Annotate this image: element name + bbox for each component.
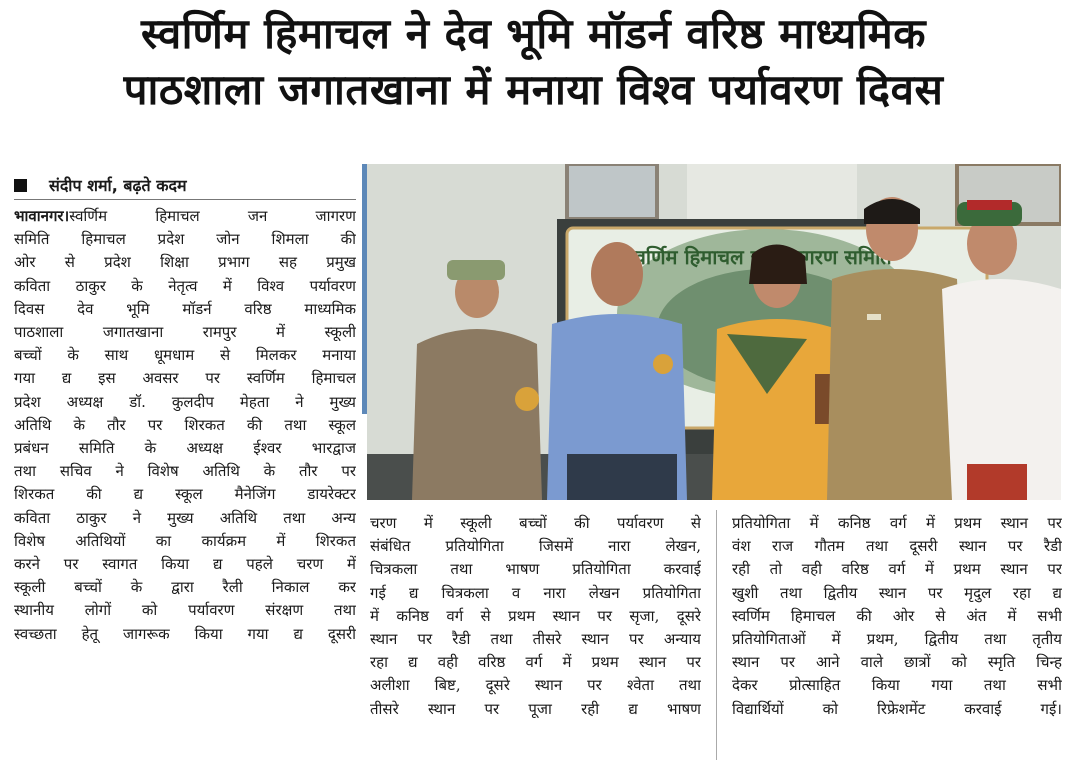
text-line: वंश राज गौतम तथा दूसरी स्थान पर रैडी [732,537,1062,556]
text-line: कविता ठाकुर के नेतृत्व में विश्व पर्यावरण [14,276,356,295]
text-line [14,205,356,228]
headline [0,6,1067,118]
text-line: बच्चों के साथ धूमधाम से मिलकर मनाया [14,346,356,365]
text-line: रही तो वही वरिष्ठ वर्ग में प्रथम स्थान पर [732,560,1062,579]
text-line: तीसरे स्थान पर पूजा रही द्य भाषण [370,699,701,718]
text-line: प्रबंधन समिति के अध्यक्ष ईश्वर भारद्वाज [14,439,356,458]
text-line: ओर से प्रदेश शिक्षा प्रभाग सह प्रमुख [14,253,356,272]
text-line: स्वर्णिम हिमाचल की ओर से अंत में सभी [732,606,1062,625]
text-line: अलीशा बिष्ट, दूसरे स्थान पर श्वेता तथा [370,676,701,695]
text-line: गया द्य इस अवसर पर स्वर्णिम हिमाचल [14,369,356,388]
text-line: स्कूली बच्चों के द्वारा रैली निकाल कर [14,578,356,597]
dateline: भावानगर। [14,207,70,225]
text-line: खुशी तथा द्वितीय स्थान पर मृदुल रहा द्य [732,583,1062,602]
text-line: तथा सचिव ने विशेष अतिथि के तौर पर [14,462,356,481]
column-divider [716,510,717,760]
text-line: रहा द्य वही वरिष्ठ वर्ग में प्रथम स्थान पर [370,653,701,672]
text-line: करने पर स्वागत किया द्य पहले चरण में [14,555,356,574]
text-line: दिवस देव भूमि मॉडर्न वरिष्ठ माध्यमिक [14,299,356,318]
headline-line-1: स्वर्णिम हिमाचल ने देव भूमि मॉडर्न वरिष्ठ माध्यमिक [140,9,927,58]
text-line: चित्रकला तथा भाषण प्रतियोगिता करवाई [370,560,701,579]
text-line: देकर प्रोत्साहित किया गया तथा सभी [732,676,1062,695]
text-line: स्थान पर आने वाले छात्रों को स्मृति चिन्ह [732,653,1062,672]
article-column-middle [370,512,701,762]
banner-text: स्वर्णिम हिमाचल जागरण समिति [627,245,892,269]
text-line-content: स्वर्णिम हिमाचल जन जागरण [69,207,356,225]
text-line: गई द्य चित्रकला व नारा लेखन प्रतियोगिता [370,583,701,602]
bullet-square-icon [14,179,27,192]
text-line: प्रदेश अध्यक्ष डॉ. कुलदीप मेहता ने मुख्य [14,392,356,411]
headline-line-2: पाठशाला जगातखाना में मनाया विश्व पर्यावरण दिवस [123,65,944,114]
text-line: समिति हिमाचल प्रदेश जोन शिमला की [14,230,356,249]
text-line: प्रतियोगिता में कनिष्ठ वर्ग में प्रथम स्थान पर [732,514,1062,532]
text-line: अतिथि के तौर पर शिरकत की तथा स्कूल [14,415,356,434]
byline-text: संदीप शर्मा, बढ़ते कदम [49,176,187,195]
text-line: स्वच्छता हेतू जागरूक किया गया द्य दूसरी [14,624,356,643]
text-line: प्रतियोगिताओं में प्रथम, द्वितीय तथा तृतीय [732,630,1062,649]
text-line: विशेष अतिथियों का कार्यक्रम में शिरकत [14,531,356,550]
text-line: कविता ठाकुर ने मुख्य अतिथि तथा अन्य [14,508,356,527]
text-line: में कनिष्ठ वर्ग से प्रथम स्थान पर सृजा, दूसरे [370,606,701,625]
text-line: विद्यार्थियों को रिफ्रेशमेंट करवाई गई। [732,699,1062,718]
text-line: संबंधित प्रतियोगिता जिसमें नारा लेखन, [370,537,701,556]
text-line: स्थान पर रैडी तथा तीसरे स्थान पर अन्याय [370,630,701,649]
byline [14,172,354,198]
article-column-right [732,512,1062,762]
byline-divider [14,199,356,200]
text-line: शिरकत की द्य स्कूल मैनेजिंग डायरेक्टर [14,485,356,504]
news-photo [367,164,1061,500]
text-line: स्थानीय लोगों को पर्यावरण संरक्षण तथा [14,601,356,620]
text-line: चरण में स्कूली बच्चों की पर्यावरण से [370,514,701,532]
article-column-left [14,205,356,753]
text-line: पाठशाला जगातखाना रामपुर में स्कूली [14,323,356,342]
